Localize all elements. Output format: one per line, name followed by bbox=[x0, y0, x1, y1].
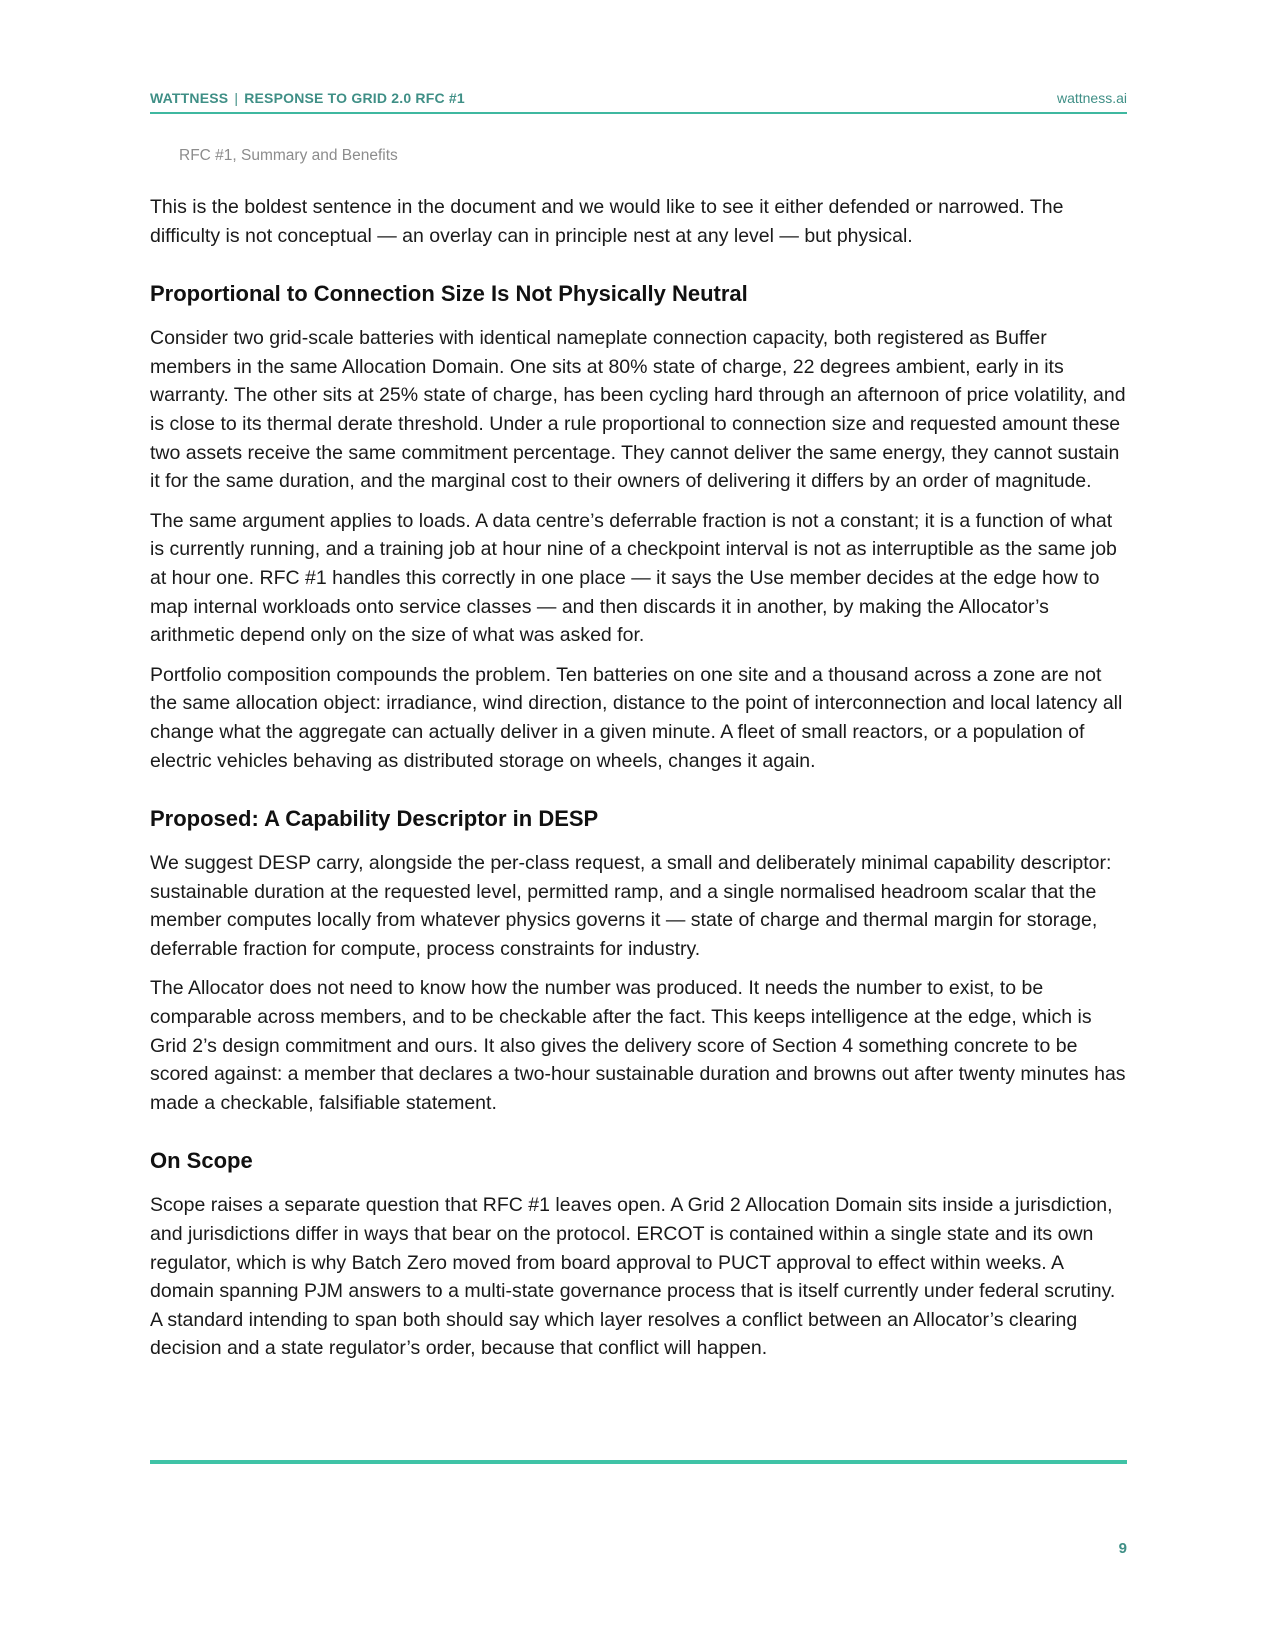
section-heading: Proportional to Connection Size Is Not Physically Neutral bbox=[150, 281, 748, 307]
section-heading: On Scope bbox=[150, 1148, 253, 1174]
section-heading: Proposed: A Capability Descriptor in DESP bbox=[150, 806, 599, 832]
body-paragraph: The Allocator does not need to know how the number was produced. It needs the number to exist, to be comparable across members, and to be checkable after the fact. This keeps intelligence at the edge, which is Grid 2’s design commitment and ours. It also gives the delivery score of Section 4 something concrete to be scored against: a member that declares a two-hour sustainable duration and browns out after twenty minutes has made a checkable, falsifiable statement. bbox=[150, 977, 1126, 1114]
header-title bbox=[150, 90, 465, 106]
body-paragraph: Scope raises a separate question that RFC #1 leaves open. A Grid 2 Allocation Domain sits inside a jurisdiction, and jurisdictions differ in ways that bear on the protocol. ERCOT is contained within a single state and its own regulator, which is why Batch Zero moved from board approval to PUCT approval to effect within weeks. A domain spanning PJM answers to a multi-state governance process that is itself currently under federal scrutiny. A standard intending to span both should say which layer resolves a conflict between an Allocator’s clearing decision and a state regulator’s order, because that conflict will happen. bbox=[150, 1194, 1116, 1360]
intro-paragraph: This is the boldest sentence in the document and we would like to see it either defended or narrowed. The difficulty is not conceptual — an overlay can in principle nest at any level — but physical. bbox=[150, 196, 1064, 247]
header-site-link[interactable]: wattness.ai bbox=[1056, 90, 1127, 106]
footer-divider bbox=[150, 1460, 1127, 1464]
running-header bbox=[150, 90, 1127, 114]
header-separator: | bbox=[234, 90, 239, 106]
section-breadcrumb: RFC #1, Summary and Benefits bbox=[179, 147, 398, 164]
header-brand: WATTNESS bbox=[150, 90, 229, 106]
header-doc-title: RESPONSE TO GRID 2.0 RFC #1 bbox=[244, 90, 465, 106]
document-page bbox=[150, 0, 1127, 1650]
body-paragraph: The same argument applies to loads. A data centre’s deferrable fraction is not a constant; it is a function of what is currently running, and a training job at hour nine of a checkpoint interval is not as interruptible as the same job at hour one. RFC #1 handles this correctly in one place — it says the Use member decides at the edge how to map internal workloads onto service classes — and then discards it in another, by making the Allocator’s arithmetic depend only on the size of what was asked for. bbox=[150, 509, 1117, 647]
page-number: 9 bbox=[1118, 1540, 1127, 1557]
body-paragraph: Portfolio composition compounds the problem. Ten batteries on one site and a thousand across a zone are not the same allocation object: irradiance, wind direction, distance to the point of interconnection and local latency all change what the aggregate can actually deliver in a given minute. A fleet of small reactors, or a population of electric vehicles behaving as distributed storage on wheels, changes it again. bbox=[150, 663, 1123, 772]
body-paragraph: Consider two grid-scale batteries with identical nameplate connection capacity, both registered as Buffer members in the same Allocation Domain. One sits at 80% state of charge, 22 degrees ambient, early in its warranty. The other sits at 25% state of charge, has been cycling hard through an afternoon of price volatility, and is close to its thermal derate threshold. Under a rule proportional to connection size and requested amount these two assets receive the same commitment percentage. They cannot deliver the same energy, they cannot sustain it for the same duration, and the marginal cost to their owners of delivering it differs by an order of magnitude. bbox=[150, 327, 1126, 493]
document-body bbox=[150, 193, 1127, 1374]
body-paragraph: We suggest DESP carry, alongside the per-class request, a small and deliberately minimal capability descriptor: sustainable duration at the requested level, permitted ramp, and a single normalised headroom scalar that the member computes locally from whatever physics governs it — state of charge and thermal margin for storage, deferrable fraction for compute, process constraints for industry. bbox=[150, 852, 1112, 960]
